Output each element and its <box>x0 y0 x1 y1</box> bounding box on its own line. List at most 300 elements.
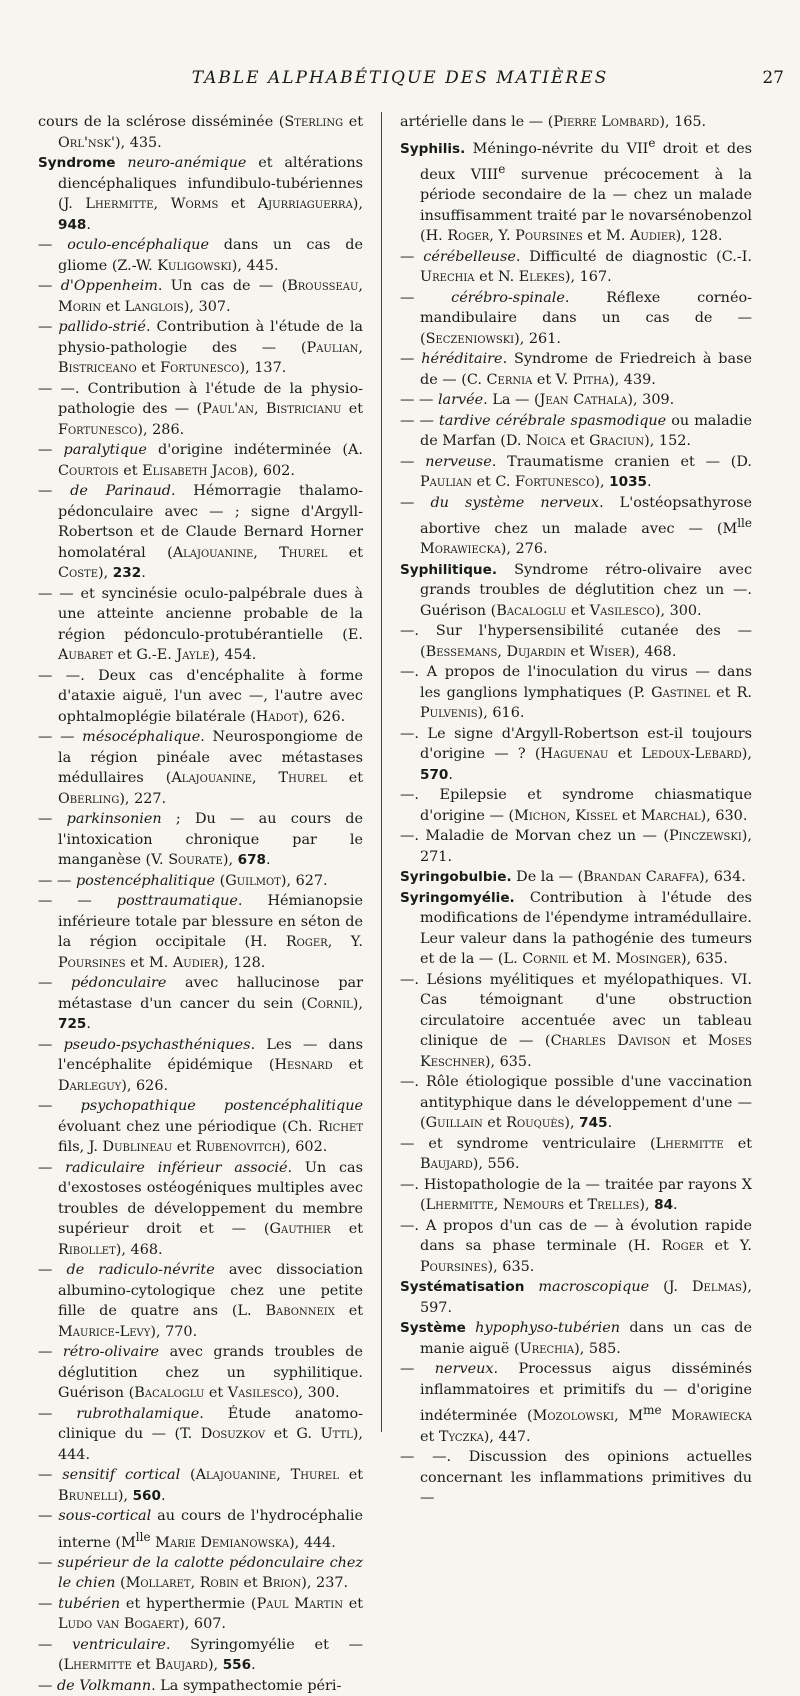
entry-text: — <box>400 351 422 368</box>
entry-text: cérébelleuse <box>423 248 516 265</box>
entry-text: , <box>253 544 280 561</box>
entry-text: . <box>251 1657 256 1674</box>
entry-text: du système nerveux <box>430 494 600 511</box>
index-entry <box>38 481 363 584</box>
entry-text: ), 635. <box>487 1258 535 1275</box>
entry-text: Thurel <box>278 770 327 786</box>
entry-text: larvée <box>437 392 484 409</box>
entry-text: Pinczewski <box>668 828 742 845</box>
entry-text: Syndrome rétro-olivaire avec grands troubles de déglutition chez un —. Guérison ( <box>420 561 752 619</box>
entry-text: , <box>493 1197 503 1214</box>
entry-text: ), 602. <box>280 1139 328 1155</box>
entry-text: ), 309. <box>627 392 675 409</box>
entry-text: Roger <box>661 1238 704 1255</box>
entry-text: Mollaret <box>125 1575 191 1592</box>
entry-text: ), 607. <box>179 1616 226 1633</box>
entry-text: et <box>204 1385 228 1401</box>
entry-text: — <box>38 278 61 294</box>
entry-text: Morawiecka <box>420 541 501 558</box>
index-entry <box>400 411 752 452</box>
entry-text: —. Epilepsie et syndrome chiasmatique d'origine — ( <box>400 787 752 824</box>
entry-text: Lhermitte <box>425 1197 494 1214</box>
entry-text: et <box>420 1428 439 1445</box>
entry-text: cours de la sclérose disséminée ( <box>38 114 285 130</box>
entry-text: — <box>38 811 67 827</box>
index-entry <box>400 867 752 888</box>
entry-text: et <box>218 196 258 212</box>
entry-text: Kuligowski <box>157 257 232 274</box>
entry-text: Baujard <box>155 1657 208 1674</box>
entry-text: Paulian <box>420 474 472 491</box>
entry-text: Contribution à l'étude des modifications de l'épendyme intramédullaire. Leur valeur dans la pathogénie des tumeurs et de la — (L. <box>420 889 752 968</box>
entry-text: et <box>338 1467 363 1483</box>
entry-text: Urechia <box>519 1340 575 1357</box>
entry-text: psychopathique postencéphalitique <box>80 1098 363 1114</box>
entry-text: —. Sur l'hypersensibilité cutanée des — ( <box>400 623 752 660</box>
entry-text: , <box>254 401 266 417</box>
entry-text: Courtois <box>58 462 119 479</box>
entry-text: et <box>482 1115 507 1132</box>
entry-text: ), 165. <box>659 114 707 130</box>
index-entry <box>400 112 752 133</box>
entry-text: . Syringomyélie et — ( <box>58 1636 363 1674</box>
entry-text: Bacaloglu <box>496 602 567 619</box>
entry-text: Gauthier <box>269 1221 331 1237</box>
entry-text: . La — ( <box>483 392 540 409</box>
entry-text: ), 444. <box>58 1426 363 1463</box>
entry-text: . L'ostéopsathyrose abortive chez un malade avec — (M <box>420 494 753 537</box>
entry-text: rubrothalamique <box>76 1405 200 1422</box>
entry-text: neuro-anémique <box>127 155 247 171</box>
entry-text: Vasilesco <box>589 602 655 619</box>
entry-text: nerveux <box>434 1361 494 1378</box>
entry-text: et <box>131 1657 156 1674</box>
entry-text: Bacaloglu <box>134 1385 205 1401</box>
entry-text: ), 634. <box>699 869 746 886</box>
column-divider <box>381 112 382 1432</box>
entry-text: . <box>673 1197 678 1214</box>
entry-text: . <box>86 1016 91 1032</box>
entry-text: Coste <box>58 565 99 581</box>
entry-text: Ribollet <box>58 1241 116 1258</box>
entry-text: Gastinel <box>651 684 710 701</box>
entry-text: me <box>643 1403 662 1418</box>
entry-text: et <box>564 1197 588 1214</box>
entry-text: Lhermitte <box>655 1135 724 1152</box>
entry-text: ), 307. <box>183 298 231 315</box>
entry-text: et <box>723 1135 752 1152</box>
entry-text: ), 630. <box>700 807 748 824</box>
index-entry <box>38 809 363 871</box>
entry-text: et C. <box>471 474 516 491</box>
entry-keyword: Syringobulbie. <box>400 869 512 886</box>
entry-text: paralytique <box>63 442 147 458</box>
entry-text: , <box>358 339 363 356</box>
entry-text: Nemours <box>502 1197 565 1214</box>
entry-text: — <box>38 1508 59 1524</box>
entry-text: posttraumatique <box>116 893 238 909</box>
entry-text: Thurel <box>290 1467 339 1483</box>
entry-text: . Traumatisme cranien et — (D. <box>491 453 753 470</box>
index-entry <box>400 621 752 662</box>
entry-text: et M. <box>125 954 173 971</box>
entry-text: ), 435. <box>114 134 162 151</box>
entry-text: pseudo-psychasthéniques <box>63 1036 251 1053</box>
entry-text: Morawiecka <box>671 1408 753 1425</box>
entry-text: et hyperthermie ( <box>120 1595 257 1612</box>
entry-text: —. Le signe d'Argyll-Robertson est-il toujours d'origine — ? ( <box>400 725 752 763</box>
index-entry <box>400 888 752 970</box>
entry-text: de radiculo-névrite <box>66 1262 215 1278</box>
entry-text: ; Du — au cours de l'intoxication chronique par le manganèse (V. <box>58 811 364 868</box>
entry-text: Alajouanine <box>172 544 254 561</box>
entry-text: . <box>160 1487 166 1504</box>
entry-text: — —. Deux cas d'encéphalite à forme d'ataxie aiguë, l'un avec —, l'autre avec ophtalmoplégie bilatérale ( <box>38 667 363 725</box>
index-entry <box>400 493 752 560</box>
entry-text: Baujard <box>420 1156 473 1173</box>
entry-text: — <box>38 1467 63 1483</box>
index-entry <box>38 891 363 973</box>
entry-text: radiculaire inférieur associé <box>65 1159 288 1176</box>
left-column <box>38 112 364 1694</box>
entry-text: . <box>266 852 271 868</box>
entry-text: Pulvenis <box>420 705 478 722</box>
entry-keyword: Syphilitique. <box>400 561 497 578</box>
entry-text: ), <box>207 1657 223 1674</box>
entry-text: et <box>565 433 590 450</box>
index-entry <box>400 452 752 493</box>
index-entry <box>400 1175 752 1216</box>
entry-text: Lhermitte <box>85 196 154 212</box>
entry-text: ), 271. <box>420 828 752 865</box>
entry-text: ), 626. <box>298 708 346 725</box>
index-entry <box>400 1277 752 1318</box>
index-entry <box>38 112 363 153</box>
entry-text: Brandan Caraffa <box>583 869 700 886</box>
entry-text: Guilmot <box>225 872 281 889</box>
index-entry <box>38 235 363 276</box>
entry-text: ), 635. <box>484 1053 532 1070</box>
entry-text: . La sympathectomie péri- <box>151 1677 342 1694</box>
entry-text: avec dissociation albumino-cytologique chez une petite fille de quatre ans (L. <box>58 1262 363 1319</box>
entry-text: Cornil <box>306 995 353 1012</box>
entry-text: ), <box>222 852 238 868</box>
entry-text: Vasilesco <box>227 1385 293 1401</box>
entry-keyword: 560 <box>132 1487 161 1504</box>
entry-text: Rubenovitch <box>195 1139 281 1155</box>
entry-text: — — et syncinésie oculo-palpébrale dues à une atteinte ancienne probable de la région pédonculo-protubérantielle (E. <box>38 585 363 643</box>
page-header <box>0 68 800 92</box>
entry-text: Uttl <box>320 1426 353 1442</box>
entry-text: et <box>330 1221 363 1237</box>
entry-text: Ludo van Bogaert <box>58 1616 180 1633</box>
entry-text: Brousseau <box>287 278 359 294</box>
entry-text: rétro-olivaire <box>62 1344 160 1360</box>
entry-text: Roger <box>285 934 328 950</box>
index-entry <box>400 560 752 622</box>
entry-text: Alajouanine <box>171 770 252 786</box>
entry-text: — <box>38 1636 73 1653</box>
index-entry <box>400 1216 752 1278</box>
entry-text: ), 468. <box>115 1241 163 1258</box>
entry-text: . Étude anatomo-clinique du — (T. <box>58 1405 364 1442</box>
entry-text: Rouquès <box>506 1115 565 1132</box>
entry-text: supérieur de la calotte pédonculaire chez le chien <box>57 1554 363 1592</box>
entry-text: ), 627. <box>280 872 328 889</box>
entry-text: — — <box>38 893 117 909</box>
entry-text: évoluant chez une périodique (Ch. <box>58 1118 318 1135</box>
entry-text: — — <box>38 729 83 745</box>
entry-keyword: Syndrome <box>38 155 116 171</box>
entry-text: . Réflexe cornéo-mandibulaire dans un cas de — ( <box>420 289 752 347</box>
entry-text: —. A propos de l'inoculation du virus — dans les ganglions lymphatiques (P. <box>400 664 752 701</box>
entry-text: de Parinaud <box>70 483 171 499</box>
entry-text: , <box>153 196 171 212</box>
entry-text: ), 602. <box>248 462 295 479</box>
index-entry <box>38 1635 363 1676</box>
entry-text: ), 585. <box>574 1340 621 1357</box>
entry-text: Poursines <box>58 954 126 971</box>
entry-text: . Hémianopsie inférieure totale par blessure en séton de la région occipitale (H. <box>58 893 363 950</box>
entry-text: . Difficulté de diagnostic (C.-I. <box>515 248 752 265</box>
entry-text: et <box>118 462 143 479</box>
entry-text: . Syndrome de Friedreich à base de — (C. <box>420 351 752 388</box>
entry-text: e <box>648 135 656 150</box>
entry-text: Moses Keschner <box>420 1033 753 1070</box>
entry-keyword: 556 <box>222 1657 252 1674</box>
entry-text: — <box>400 1361 435 1378</box>
entry-text: Cernia <box>486 371 533 388</box>
entry-text: survenue précocement à la période secondaire de la — chez un malade insuffisamment traité par le novarsénobenzol (H. <box>420 166 752 245</box>
page-number: 27 <box>762 68 784 88</box>
entry-text: — <box>400 494 431 511</box>
entry-keyword: 678 <box>237 852 267 868</box>
entry-text: lle <box>135 1529 151 1544</box>
index-entry <box>38 871 363 892</box>
entry-text: et N. <box>474 269 519 286</box>
index-entry <box>38 317 363 379</box>
entry-text: — <box>400 248 424 265</box>
entry-text: pédonculaire <box>71 975 167 991</box>
entry-text: ), 597. <box>420 1279 752 1316</box>
entry-text: , Y. <box>489 228 516 245</box>
entry-text: Richet <box>317 1118 363 1135</box>
entry-text: —. Histopathologie de la — traitée par rayons X ( <box>400 1176 752 1214</box>
entry-text: postencéphalitique <box>75 872 215 889</box>
entry-keyword: 745 <box>579 1115 608 1132</box>
entry-text: ), <box>564 1115 580 1132</box>
entry-text: et G. <box>265 1426 321 1442</box>
entry-text: — <box>38 975 72 991</box>
entry-text: e <box>498 161 506 176</box>
entry-text: ), 261. <box>514 330 561 347</box>
entry-text: Jayle <box>176 647 210 663</box>
entry-text: De la — ( <box>511 869 584 886</box>
entry-keyword: Système <box>400 1320 466 1337</box>
entry-text: . <box>647 474 652 491</box>
entry-text: et <box>342 1595 364 1612</box>
index-entry <box>400 1072 752 1134</box>
entry-text: nerveuse <box>425 453 492 470</box>
entry-text: Aubaret <box>58 647 113 663</box>
index-entry <box>38 1096 363 1158</box>
entry-text: et <box>327 544 363 561</box>
entry-text: Graciun <box>589 433 645 450</box>
entry-text: artérielle dans le — ( <box>400 114 554 130</box>
entry-text: ), 444. <box>289 1534 336 1551</box>
entry-text: Wiser <box>589 643 630 660</box>
entry-text: et <box>617 807 641 824</box>
entry-text: . Un cas de — ( <box>157 278 288 294</box>
entry-text <box>466 1320 475 1336</box>
right-column <box>400 112 753 1507</box>
entry-text: au cours de l'hydrocéphalie interne (M <box>58 1508 363 1551</box>
entry-keyword: 232 <box>112 565 142 581</box>
entry-text: ), 635. <box>680 951 728 968</box>
entry-text: — <box>38 1036 64 1053</box>
entry-keyword: 84 <box>654 1197 674 1214</box>
entry-text: mésocéphalique <box>82 729 201 745</box>
entry-text: et <box>332 1057 363 1073</box>
entry-text: Elekes <box>518 269 565 286</box>
index-entry <box>400 724 752 786</box>
entry-text: Dosuzkov <box>200 1426 266 1442</box>
entry-keyword: 725 <box>58 1016 87 1032</box>
entry-text: (J. <box>649 1279 692 1296</box>
entry-text: Babonneix <box>265 1303 335 1319</box>
entry-text: , <box>566 807 576 824</box>
entry-text: Roger <box>447 228 490 245</box>
entry-text: ( <box>115 1575 126 1592</box>
index-entry <box>400 826 752 867</box>
entry-text: et <box>341 401 363 417</box>
index-entry <box>38 1035 363 1097</box>
entry-text: et <box>238 1575 263 1592</box>
entry-text: ), 227. <box>119 790 167 807</box>
entry-text: — <box>38 1405 77 1422</box>
entry-text: ), 468. <box>629 643 677 660</box>
entry-text: ), <box>352 196 363 212</box>
entry-text: ventriculaire <box>72 1636 166 1653</box>
entry-text: . Contribution à l'étude de la physio-pathologie des — ( <box>58 319 363 356</box>
entry-text: Méningo-névrite du VII <box>465 140 649 157</box>
entry-text: ), 276. <box>500 541 548 558</box>
entry-text: Morin <box>58 298 102 315</box>
entry-text: ), 128. <box>218 954 266 971</box>
entry-text: —. Lésions myélitiques et myélopathiques. VI. Cas témoignant d'une obstruction circulatoire accentuée avec un tableau clinique de — ( <box>400 971 752 1050</box>
index-entry <box>38 973 363 1035</box>
entry-text: macroscopique <box>538 1279 650 1296</box>
index-entry <box>400 247 752 288</box>
entry-text: —. Rôle étiologique possible d'une vaccination antityphique dans le développement d'une — ( <box>400 1074 752 1132</box>
entry-text: d'Oppenheim <box>60 278 158 294</box>
entry-text: , <box>497 643 507 660</box>
entry-text: — <box>38 1159 66 1176</box>
entry-text: Fortunesco <box>515 474 595 491</box>
entry-text: et G.-E. <box>112 647 177 663</box>
index-entry <box>38 584 363 666</box>
entry-text: Sourate <box>168 852 223 868</box>
entry-text: Pitha <box>572 371 610 388</box>
entry-text: — <box>38 442 64 458</box>
entry-text: , <box>358 278 363 294</box>
entry-text: . Hémorragie thalamo-pédonculaire avec — ; signe d'Argyll-Robertson et de Claude Bernard Horner homolatéral ( <box>58 483 364 561</box>
entry-text: et V. <box>532 371 573 388</box>
index-entry <box>38 1676 363 1696</box>
entry-text: Fortunesco <box>160 360 240 376</box>
entry-text: ), 300. <box>292 1385 340 1401</box>
entry-text: . Neurospongiome de la région pinéale avec métastases médullaires ( <box>58 729 364 786</box>
entry-text: Paulian <box>306 339 359 356</box>
entry-text: . Les — dans l'encéphalite épidémique ( <box>58 1036 364 1073</box>
entry-text: — <box>38 1554 58 1571</box>
entry-text <box>662 1408 672 1424</box>
entry-text: , <box>190 1575 200 1592</box>
entry-text: et <box>101 298 125 315</box>
entry-text: — <box>38 1677 57 1694</box>
index-entry <box>400 785 752 826</box>
index-entry <box>400 390 752 411</box>
running-title: TABLE ALPHABÉTIQUE DES MATIÈRES <box>191 68 609 88</box>
entry-text: Mozolowski <box>532 1408 615 1425</box>
entry-text: Haguenau <box>540 746 609 763</box>
entry-text: — <box>400 289 452 306</box>
entry-text: . <box>607 1115 613 1132</box>
entry-text: sensitif cortical <box>62 1467 181 1483</box>
index-entry <box>38 276 363 317</box>
entry-text: Brion <box>262 1575 302 1592</box>
entry-text: pallido-strié <box>58 319 146 335</box>
index-entry <box>38 1553 363 1594</box>
entry-text: héréditaire <box>421 351 503 368</box>
entry-text: Bistriceano <box>58 360 137 376</box>
entry-text: , <box>276 1467 291 1483</box>
entry-text: Mosinger <box>615 951 681 968</box>
index-entry <box>38 1465 363 1506</box>
entry-text: Hesnard <box>274 1057 333 1073</box>
entry-text: ), 237. <box>301 1575 349 1592</box>
entry-text: cérébro-spinale <box>451 289 565 306</box>
entry-text: — — <box>38 872 76 889</box>
entry-keyword: Systématisation <box>400 1279 525 1296</box>
entry-text: Marchal <box>640 807 701 824</box>
entry-text: ), 445. <box>231 257 279 274</box>
entry-text: — —. Discussion des opinions actuelles concernant les inflammations primitives du — <box>400 1449 752 1507</box>
entry-text: oculo-encéphalique <box>67 237 209 253</box>
entry-text: . <box>86 216 91 233</box>
index-entry <box>38 1260 363 1342</box>
entry-text: Delmas <box>692 1279 742 1296</box>
entry-text: et <box>670 1033 709 1050</box>
index-entry <box>38 153 363 235</box>
entry-text: ), 454. <box>209 647 257 663</box>
entry-text: Jean Cathala <box>539 392 628 409</box>
entry-text: — <box>38 237 68 253</box>
index-entry <box>400 970 752 1073</box>
entry-text: lle <box>737 516 752 531</box>
entry-text: ), <box>741 746 752 763</box>
index-entry <box>38 666 363 728</box>
entry-text: ), 152. <box>644 433 691 450</box>
index-entry <box>400 1318 752 1359</box>
entry-text: Cornil <box>522 951 569 968</box>
entry-text: ), 616. <box>477 705 525 722</box>
entry-text: Alajouanine <box>195 1467 277 1483</box>
entry-text: . <box>448 766 453 783</box>
index-entry <box>38 1594 363 1635</box>
entry-text: Noica <box>526 433 566 450</box>
entry-text: Trelles <box>587 1197 640 1214</box>
